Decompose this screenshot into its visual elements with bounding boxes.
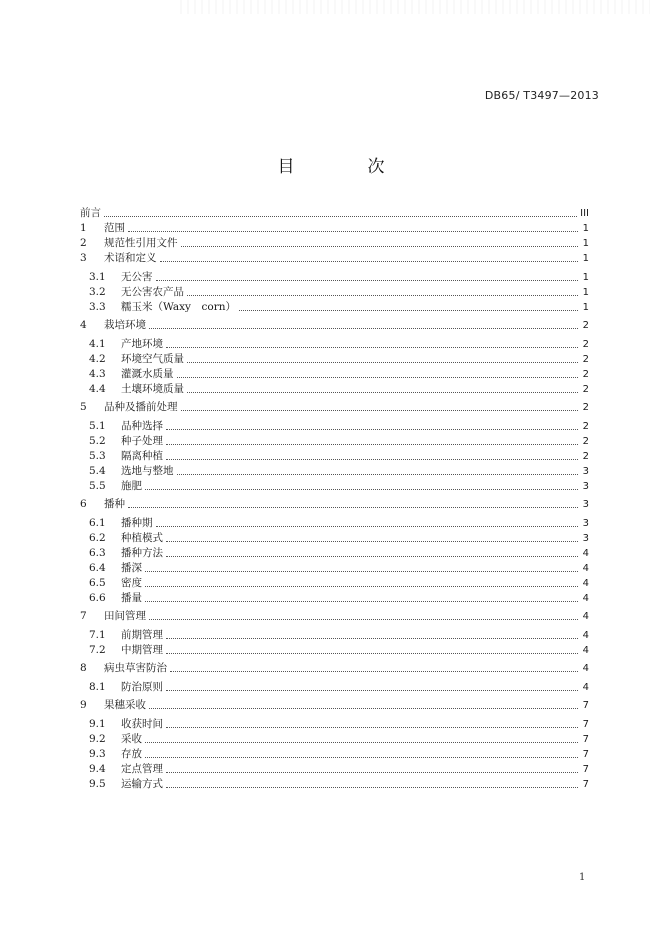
toc-entry[interactable]: [80, 206, 589, 221]
toc-entry-number: 5.5: [89, 479, 106, 492]
toc-subentry[interactable]: [80, 270, 589, 285]
toc-subentry[interactable]: [80, 300, 589, 315]
toc-entry-page: 2: [582, 450, 589, 462]
toc-entry-title: 隔离种植: [121, 449, 163, 462]
toc-entry[interactable]: [80, 698, 589, 713]
toc-entry-number: 6.6: [89, 591, 106, 604]
toc-entry-page: 4: [582, 629, 589, 641]
toc-entry-page: 2: [582, 320, 589, 331]
toc-leader-dots: [166, 555, 578, 557]
toc-leader-dots: [177, 376, 579, 378]
toc-subentry[interactable]: [80, 464, 589, 479]
toc-leader-dots: [160, 260, 579, 262]
toc-entry-page: 2: [582, 402, 589, 413]
toc-entry-page: 4: [582, 577, 589, 589]
toc-subentry[interactable]: [80, 777, 589, 792]
toc-entry-title: 中期管理: [121, 643, 163, 656]
toc-subentry[interactable]: [80, 591, 589, 606]
toc-leader-dots: [166, 637, 578, 639]
toc-entry-number: 9.5: [89, 777, 106, 790]
toc-entry-number: 5.3: [89, 449, 106, 462]
toc-entry-number: 7.1: [89, 628, 106, 641]
toc-entry-page: 2: [582, 368, 589, 380]
toc-entry-page: 4: [582, 681, 589, 693]
toc-entry-title: 范围: [104, 222, 125, 234]
toc-leader-dots: [187, 391, 578, 393]
scan-artifact: [180, 0, 650, 14]
toc-entry-title: 密度: [121, 576, 142, 589]
toc-entry[interactable]: [80, 661, 589, 676]
table-of-contents: [80, 206, 589, 792]
toc-entry-page: 4: [582, 644, 589, 656]
toc-leader-dots: [149, 707, 578, 709]
toc-leader-dots: [149, 327, 578, 329]
toc-entry[interactable]: [80, 400, 589, 415]
toc-entry-title: 术语和定义: [104, 252, 157, 264]
toc-entry-number: 6.4: [89, 561, 106, 574]
toc-entry-page: 1: [582, 271, 589, 283]
toc-entry-page: 2: [582, 420, 589, 432]
toc-entry-number: 9.3: [89, 747, 106, 760]
toc-leader-dots: [145, 570, 578, 572]
toc-leader-dots: [166, 771, 578, 773]
toc-subentry[interactable]: [80, 337, 589, 352]
toc-subentry[interactable]: [80, 479, 589, 494]
toc-entry-title: 环境空气质量: [121, 352, 184, 365]
toc-entry-page: 4: [582, 562, 589, 574]
toc-entry-number: 4.2: [89, 352, 106, 365]
toc-entry-number: 5: [80, 401, 87, 413]
toc-subentry[interactable]: [80, 285, 589, 300]
toc-entry-page: 1: [582, 286, 589, 298]
toc-entry-number: 3.2: [89, 285, 106, 298]
toc-entry-page: 1: [582, 253, 589, 264]
toc-subentry[interactable]: [80, 628, 589, 643]
toc-entry-title: 播种期: [121, 516, 153, 529]
toc-entry-number: 9.4: [89, 762, 106, 775]
toc-entry-page: 2: [582, 353, 589, 365]
toc-entry-title: 产地环境: [121, 337, 163, 350]
toc-subentry[interactable]: [80, 561, 589, 576]
toc-entry-page: 7: [582, 748, 589, 760]
toc-entry-title: 规范性引用文件: [104, 237, 178, 249]
toc-entry-page: 3: [582, 499, 589, 510]
toc-entry-number: 6.3: [89, 546, 106, 559]
toc-entry-title: 无公害: [121, 270, 153, 283]
toc-leader-dots: [145, 488, 578, 490]
toc-leader-dots: [166, 540, 578, 542]
toc-entry-title: 栽培环境: [104, 319, 146, 331]
toc-subentry[interactable]: [80, 434, 589, 449]
toc-entry[interactable]: [80, 251, 589, 266]
toc-subentry[interactable]: [80, 546, 589, 561]
toc-leader-dots: [166, 786, 578, 788]
toc-entry[interactable]: [80, 318, 589, 333]
toc-subentry[interactable]: [80, 367, 589, 382]
toc-leader-dots: [104, 215, 577, 217]
toc-entry-title: 施肥: [121, 479, 142, 492]
toc-entry-title: 定点管理: [121, 762, 163, 775]
toc-entry-page: 3: [582, 532, 589, 544]
toc-subentry[interactable]: [80, 419, 589, 434]
toc-leader-dots: [145, 756, 578, 758]
toc-entry-number: 8: [80, 662, 87, 674]
toc-entry-title: 前期管理: [121, 628, 163, 641]
toc-entry-number: 2: [80, 237, 87, 249]
toc-entry-number: 3.1: [89, 270, 106, 283]
toc-entry-title: 采收: [121, 732, 142, 745]
toc-leader-dots: [156, 279, 579, 281]
toc-leader-dots: [128, 230, 578, 232]
toc-subentry[interactable]: [80, 717, 589, 732]
toc-leader-dots: [128, 506, 578, 508]
toc-leader-dots: [145, 741, 578, 743]
toc-entry[interactable]: [80, 497, 589, 512]
toc-leader-dots: [181, 245, 579, 247]
toc-leader-dots: [156, 525, 579, 527]
toc-subentry[interactable]: [80, 680, 589, 695]
toc-entry-page: 4: [582, 592, 589, 604]
toc-entry-page: 7: [582, 733, 589, 745]
toc-entry-title: 收获时间: [121, 717, 163, 730]
toc-leader-dots: [187, 361, 578, 363]
toc-leader-dots: [166, 428, 578, 430]
toc-subentry[interactable]: [80, 449, 589, 464]
toc-entry-page: 7: [582, 700, 589, 711]
toc-entry[interactable]: [80, 609, 589, 624]
toc-entry-page: III: [580, 208, 589, 219]
toc-entry[interactable]: [80, 236, 589, 251]
toc-leader-dots: [166, 689, 578, 691]
toc-entry-page: 4: [582, 547, 589, 559]
toc-entry-title: 前言: [80, 207, 101, 219]
toc-entry-number: 4.4: [89, 382, 106, 395]
toc-entry-title: 糯玉米（Waxy corn）: [121, 300, 236, 313]
toc-entry-title: 播量: [121, 591, 142, 604]
toc-leader-dots: [239, 309, 578, 311]
toc-entry-page: 4: [582, 611, 589, 622]
toc-leader-dots: [177, 473, 579, 475]
toc-entry-number: 7: [80, 610, 87, 622]
toc-subentry[interactable]: [80, 516, 589, 531]
toc-entry-page: 2: [582, 338, 589, 350]
toc-leader-dots: [145, 600, 578, 602]
toc-leader-dots: [187, 294, 578, 296]
toc-entry-title: 无公害农产品: [121, 285, 184, 298]
toc-entry-page: 2: [582, 435, 589, 447]
toc-entry-title: 品种选择: [121, 419, 163, 432]
toc-entry-number: 4.3: [89, 367, 106, 380]
toc-entry-title: 播种: [104, 498, 125, 510]
toc-entry-number: 5.4: [89, 464, 106, 477]
toc-entry-number: 5.2: [89, 434, 106, 447]
toc-subentry[interactable]: [80, 531, 589, 546]
toc-leader-dots: [166, 443, 578, 445]
toc-entry-page: 3: [582, 480, 589, 492]
page-title: 目 次: [277, 157, 413, 177]
toc-entry-number: 7.2: [89, 643, 106, 656]
toc-leader-dots: [149, 618, 578, 620]
toc-entry-number: 3: [80, 252, 87, 264]
toc-subentry[interactable]: [80, 762, 589, 777]
toc-entry-number: 9: [80, 699, 87, 711]
toc-entry-number: 6.1: [89, 516, 106, 529]
toc-entry-title: 存放: [121, 747, 142, 760]
toc-leader-dots: [181, 409, 579, 411]
standard-code: DB65/ T3497—2013: [484, 89, 599, 102]
toc-entry-page: 4: [582, 663, 589, 674]
toc-subentry[interactable]: [80, 352, 589, 367]
toc-entry-page: 1: [582, 238, 589, 249]
toc-entry-title: 品种及播前处理: [104, 401, 178, 413]
toc-entry-title: 种植模式: [121, 531, 163, 544]
toc-entry-number: 9.2: [89, 732, 106, 745]
toc-entry[interactable]: [80, 221, 589, 236]
toc-entry-title: 种子处理: [121, 434, 163, 447]
toc-leader-dots: [166, 346, 578, 348]
toc-entry-number: 1: [80, 222, 87, 234]
toc-entry-page: 7: [582, 763, 589, 775]
toc-entry-title: 选地与整地: [121, 464, 174, 477]
toc-entry-number: 9.1: [89, 717, 106, 730]
toc-entry-title: 病虫草害防治: [104, 662, 167, 674]
toc-entry-page: 7: [582, 778, 589, 790]
toc-entry-page: 3: [582, 465, 589, 477]
toc-subentry[interactable]: [80, 382, 589, 397]
toc-entry-number: 4.1: [89, 337, 106, 350]
toc-leader-dots: [145, 585, 578, 587]
toc-entry-page: 1: [582, 301, 589, 313]
toc-subentry[interactable]: [80, 732, 589, 747]
toc-entry-number: 6.2: [89, 531, 106, 544]
toc-subentry[interactable]: [80, 747, 589, 762]
toc-entry-page: 3: [582, 517, 589, 529]
toc-entry-page: 7: [582, 718, 589, 730]
toc-entry-title: 灌溉水质量: [121, 367, 174, 380]
toc-subentry[interactable]: [80, 576, 589, 591]
toc-leader-dots: [166, 652, 578, 654]
toc-leader-dots: [166, 458, 578, 460]
toc-entry-number: 5.1: [89, 419, 106, 432]
toc-entry-number: 6: [80, 498, 87, 510]
toc-entry-number: 6.5: [89, 576, 106, 589]
toc-entry-page: 2: [582, 383, 589, 395]
toc-entry-page: 1: [582, 223, 589, 234]
toc-leader-dots: [170, 670, 578, 672]
toc-entry-title: 运输方式: [121, 777, 163, 790]
toc-entry-title: 土壤环境质量: [121, 382, 184, 395]
toc-leader-dots: [166, 726, 578, 728]
toc-entry-title: 播深: [121, 561, 142, 574]
toc-entry-number: 4: [80, 319, 87, 331]
toc-entry-number: 8.1: [89, 680, 106, 693]
toc-entry-title: 播种方法: [121, 546, 163, 559]
toc-subentry[interactable]: [80, 643, 589, 658]
toc-entry-title: 防治原则: [121, 680, 163, 693]
toc-entry-title: 果穗采收: [104, 699, 146, 711]
toc-entry-title: 田间管理: [104, 610, 146, 622]
page-number: 1: [579, 872, 586, 883]
toc-entry-number: 3.3: [89, 300, 106, 313]
